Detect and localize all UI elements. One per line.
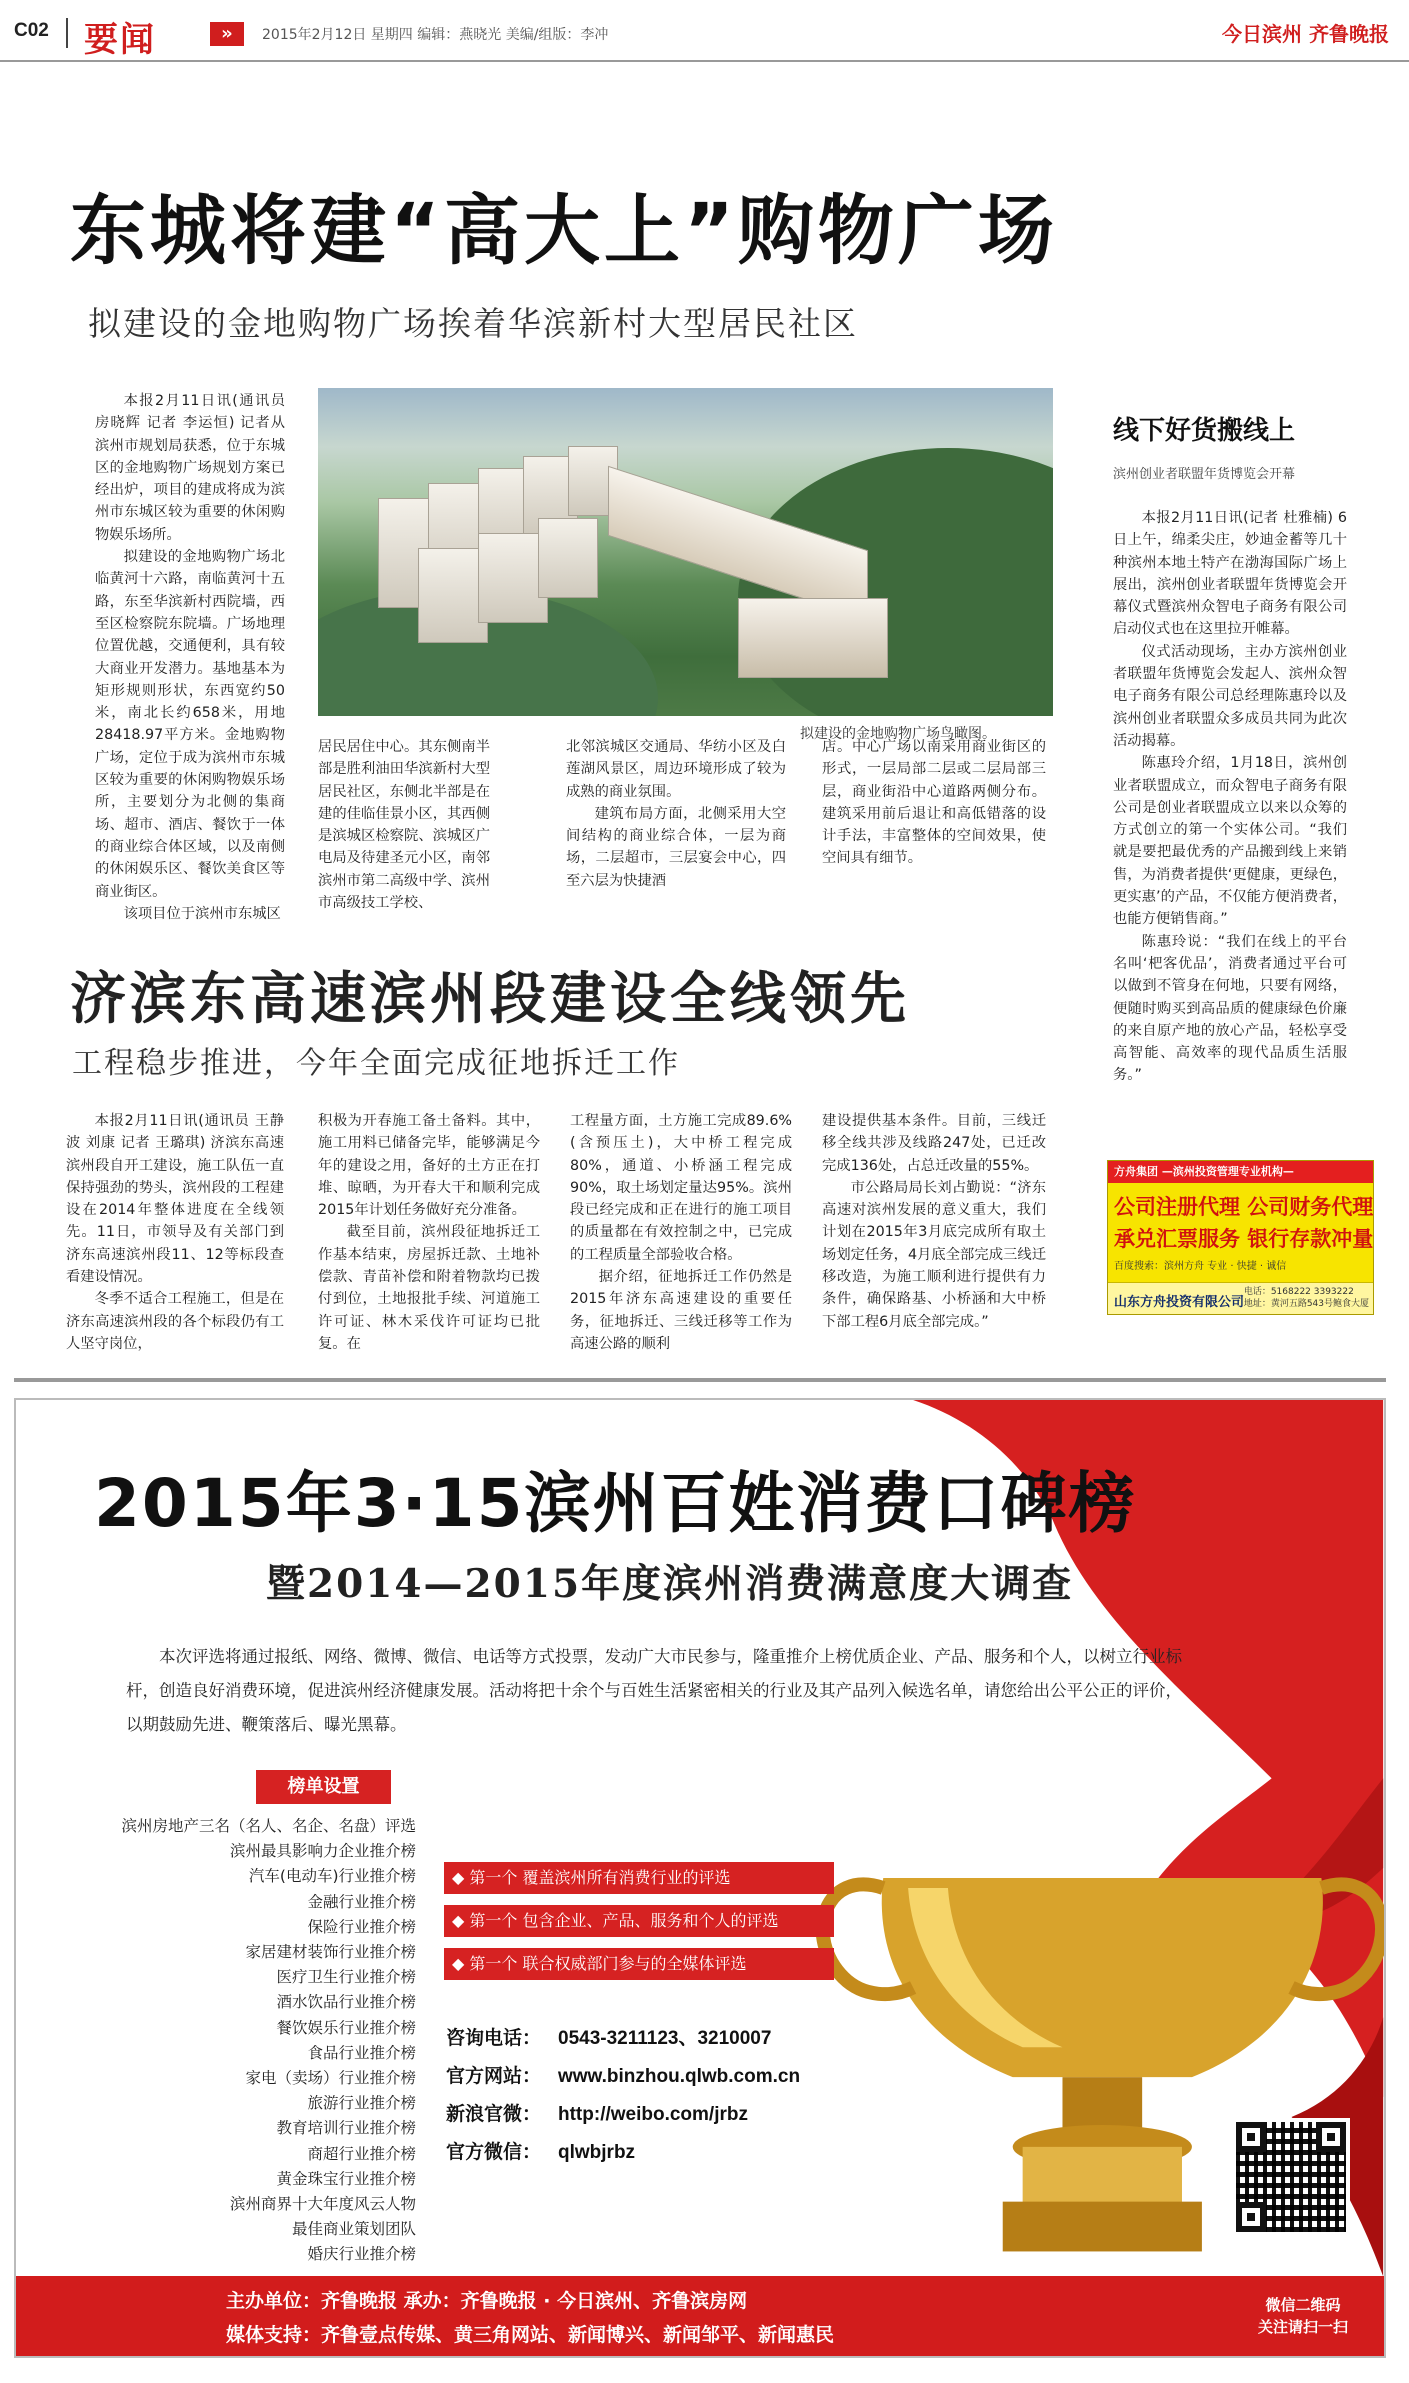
highlight-item: ◆ 第一个 覆盖滨州所有消费行业的评选 — [444, 1862, 834, 1894]
ad-footer-bar — [16, 2276, 1384, 2356]
paragraph: 积极为开春施工备土备料。其中，施工用料已储备完毕，能够满足今年的建设之用，备好的土方正在打堆、晾晒，为开春大干和顺利完成2015年计划任务做好充分准备。 — [318, 1113, 540, 1219]
contact-phone: 咨询电话： 0543-3211123、3210007 — [446, 2028, 772, 2049]
list-item: 婚庆行业推介榜 — [307, 2245, 416, 2264]
list-item: 商超行业推介榜 — [307, 2144, 416, 2163]
list-item: 酒水饮品行业推介榜 — [276, 1993, 416, 2012]
list-item: 教育培训行业推介榜 — [276, 2119, 416, 2138]
list-item: 家居建材装饰行业推介榜 — [245, 1943, 416, 1962]
paragraph: 仪式活动现场，主办方滨州创业者联盟年货博览会发起人、滨州众智电子商务有限公司总经理陈惠玲以及滨州创业者联盟众多成员共同为此次活动揭幕。 — [1113, 643, 1347, 749]
page-header — [0, 0, 1409, 62]
paragraph: 店。中心广场以南采用商业街区的形式，一层局部二层或二层局部三层，商业街沿中心道路两侧分布。建筑采用前后退让和高低错落的设计手法，丰富整体的空间效果，使空间具有细节。 — [822, 739, 1046, 867]
organizers: 主办单位：齐鲁晚报 承办：齐鲁晚报 · 今日滨州、齐鲁滨房网 — [226, 2290, 748, 2312]
list-item: 滨州商界十大年度风云人物 — [229, 2195, 416, 2214]
ad-address: 地址：黄河五路543号鲍食大厦 — [1243, 1299, 1369, 1309]
ranking-list — [76, 1814, 416, 2268]
paragraph: 本报2月11日讯(通讯员 王静波 刘康 记者 王璐琪) 济滨东高速滨州段自开工建设，施工队伍一直保持强劲的势头，滨州段的工程建设在2014年整体进度在全线领先。11日，市领导及有关部门到济东高速滨州段11、12等标段查看建设情况。 — [66, 1113, 284, 1286]
list-item: 汽车(电动车)行业推介榜 — [248, 1867, 416, 1886]
article2-col2 — [318, 1110, 540, 1355]
paragraph: 截至目前，滨州段征地拆迁工作基本结束，房屋拆迁款、土地补偿款、青苗补偿和附着物款均已拨付到位，土地报批手续、河道施工许可证、林木采伐许可证均已批复。在 — [318, 1224, 540, 1352]
list-item: 最佳商业策划团队 — [291, 2220, 416, 2239]
article2-col4 — [822, 1110, 1046, 1333]
ad-footer — [1108, 1282, 1373, 1314]
paragraph: 市公路局局长刘占勤说：“济东高速对滨州发展的意义重大，我们计划在2015年3月底完成所有取土场划定任务，4月底全部完成三线迁移改造，为施工顺利进行提供有力条件，确保路基、小桥涵和大中桥下部工程6月底全部完成。” — [822, 1179, 1046, 1330]
ad-services-row2: 承兑汇票服务 银行存款冲量 — [1114, 1227, 1374, 1251]
article2-headline: 济滨东高速滨州段建设全线领先 — [70, 967, 910, 1032]
wechat-qr-code — [1232, 2118, 1350, 2236]
paragraph: 拟建设的金地购物广场北临黄河十六路，南临黄河十五路，东至华滨新村西院墙，西至区检察院东院墙。广场地理位置优越，交通便利，具有较大商业开发潜力。基地基本为矩形规则形状，东西宽约50米，南北长约658米，用地28418.97平方米。金地购物广场，定位于成为滨州市东城区较为重要的休闲购物娱乐场所，主要划分为北侧的集商场、超市、酒店、餐饮于一体的商业综合体区域，以及南侧的休闲娱乐区、餐饮美食区等商业街区。 — [95, 549, 285, 900]
article2-col1 — [66, 1110, 284, 1355]
ad-intro: 本次评选将通过报纸、网络、微博、微信、电话等方式投票，发动广大市民参与，隆重推介上榜优质企业、产品、服务和个人，以树立行业标杆，创造良好消费环境，促进滨州经济健康发展。活动将把十余个与百姓生活紧密相关的行业及其产品列入候选名单，请您给出公平公正的评价，以期鼓励先进、鞭策落后、曝光黑幕。 — [126, 1647, 1182, 1734]
ad-contact — [1244, 1286, 1369, 1310]
list-item: 黄金珠宝行业推介榜 — [276, 2169, 416, 2188]
consumer-ranking-ad — [14, 1398, 1386, 2358]
section-arrow-icon: » — [210, 22, 244, 46]
contact-website[interactable]: 官方网站： www.binzhou.qlwb.com.cn — [446, 2066, 801, 2087]
article2-col3 — [570, 1110, 792, 1355]
article1-col3 — [566, 736, 786, 892]
ad-company-name: 山东方舟投资有限公司 — [1114, 1295, 1245, 1310]
side-article-body — [1113, 507, 1347, 1087]
ad-services-row1: 公司注册代理 公司财务代理 — [1114, 1195, 1374, 1219]
list-item: 食品行业推介榜 — [307, 2043, 416, 2062]
list-item: 医疗卫生行业推介榜 — [276, 1968, 416, 1987]
photo-caption: 拟建设的金地购物广场鸟瞰图。 — [800, 726, 996, 742]
contact-block — [446, 2020, 800, 2172]
section-name: 要闻 — [84, 20, 156, 60]
article1-headline: 东城将建“高大上”购物广场 — [70, 186, 1058, 275]
page-number: C02 — [14, 20, 49, 41]
header-divider — [66, 18, 68, 48]
list-item: 金融行业推介榜 — [307, 1892, 416, 1911]
article1-col1 — [95, 390, 285, 925]
list-item: 旅游行业推介榜 — [307, 2094, 416, 2113]
highlight-item: ◆ 第一个 包含企业、产品、服务和个人的评选 — [444, 1905, 834, 1937]
paragraph: 据介绍，征地拆迁工作仍然是2015年济东高速建设的重要任务，征地拆迁、三线迁移等工作为高速公路的顺利 — [570, 1269, 792, 1352]
ad-header: 方舟集团 —滨州投资管理专业机构— — [1108, 1161, 1373, 1183]
paragraph: 居民居住中心。其东侧南半部是胜利油田华滨新村大型居民社区，东侧北半部是在建的佳临佳景小区，其西侧是滨城区检察院、滨城区广电局及待建圣元小区，南邻滨州市第二高级中学、滨州市高级技工学校、 — [318, 739, 490, 912]
ad-subheadline: 暨2014—2015年度滨州消费满意度大调查 — [266, 1561, 1074, 1607]
paragraph: 该项目位于滨州市东城区 — [123, 905, 281, 922]
ad-phone: 电话：5168222 3393222 — [1243, 1287, 1354, 1297]
article1-col2 — [318, 736, 490, 914]
qr-caption: 微信二维码 关注请扫一扫 — [1257, 2296, 1348, 2336]
list-item: 家电（卖场）行业推介榜 — [245, 2069, 416, 2088]
article2-subheadline: 工程稳步推进，今年全面完成征地拆迁工作 — [72, 1046, 680, 1081]
paragraph: 陈惠玲说：“我们在线上的平台名叫‘杷客优品’，消费者通过平台可以做到不管身在何地，只要有网络，便随时购买到高品质的健康绿色价廉的来自原产地的放心产品，轻松享受高智能、高效率的现代品质生活服务。” — [1113, 933, 1347, 1084]
paragraph: 工程量方面，土方施工完成89.6%(含预压土)，大中桥工程完成80%，通道、小桥涵工程完成90%，取土场划定量达95%。滨州段已经完成和正在进行的施工项目的质量都在有效控制之中，已完成的工程质量全部验收合格。 — [570, 1113, 792, 1263]
media-support: 媒体支持：齐鲁壹点传媒、黄三角网站、新闻博兴、新闻邹平、新闻惠民 — [226, 2324, 835, 2346]
paragraph: 建设提供基本条件。目前，三线迁移全线共涉及线路247处，已迁改完成136处，占总迁改量的55%。 — [822, 1113, 1046, 1174]
ranking-list-tag: 榜单设置 — [256, 1770, 391, 1804]
article1-col4 — [822, 736, 1046, 870]
aerial-rendering-photo — [318, 388, 1053, 716]
issue-meta: 2015年2月12日 星期四 编辑：燕晓光 美编/组版：李冲 — [262, 27, 609, 43]
list-item: 滨州房地产三名（名人、名企、名盘）评选 — [121, 1817, 416, 1835]
section-divider — [14, 1378, 1386, 1382]
list-item: 保险行业推介榜 — [307, 1917, 416, 1936]
contact-wechat: 官方微信： qlwbjrbz — [446, 2142, 636, 2163]
article1-subheadline: 拟建设的金地购物广场挨着华滨新村大型居民社区 — [88, 304, 858, 343]
paragraph: 冬季不适合工程施工，但是在济东高速滨州段的各个标段仍有工人坚守岗位， — [66, 1291, 284, 1352]
list-item: 餐饮娱乐行业推介榜 — [276, 2018, 416, 2037]
ad-search-hint: 百度搜索：滨州方舟 专业 · 快捷 · 诚信 — [1114, 1261, 1287, 1272]
highlights-list — [444, 1862, 834, 1991]
newspaper-logo: 今日滨州 齐鲁晚报 — [1222, 22, 1389, 46]
paragraph: 陈惠玲介绍，1月18日，滨州创业者联盟成立，而众智电子商务有限公司是创业者联盟成立以来以众筹的方式创立的第一个实体公司。“我们就是要把最优秀的产品搬到线上来销售，为消费者提供‘更健康，更绿色，更实惠’的产品，不仅能方便消费者，也能方便销售商。” — [1113, 755, 1347, 928]
paragraph: 本报2月11日讯(记者 杜雅楠) 6日上午，绵柔尖庄，妙迪金蓄等几十种滨州本地土特产在渤海国际广场上展出，滨州创业者联盟年货博览会开幕仪式暨滨州众智电子商务有限公司启动仪式也在这里拉开帷幕。 — [1113, 510, 1347, 638]
list-item: 滨州最具影响力企业推介榜 — [229, 1842, 416, 1861]
paragraph: 北邻滨城区交通局、华纺小区及白莲湖风景区，周边环境形成了较为成熟的商业氛围。 — [566, 739, 786, 800]
paragraph: 建筑布局方面，北侧采用大空间结构的商业综合体，一层为商场，二层超市，三层宴会中心，四至六层为快捷酒 — [566, 805, 786, 889]
ad-headline: 2015年3·15滨州百姓消费口碑榜 — [94, 1465, 1137, 1542]
side-article-headline: 线下好货搬线上 — [1113, 416, 1296, 446]
highlight-item: ◆ 第一个 联合权威部门参与的全媒体评选 — [444, 1948, 834, 1980]
side-article-subheadline: 滨州创业者联盟年货博览会开幕 — [1113, 467, 1296, 482]
paragraph: 本报2月11日讯(通讯员 房晓辉 记者 李运恒) 记者从滨州市规划局获悉，位于东城区的金地购物广场规划方案已经出炉，项目的建成将成为滨州市东城区较为重要的休闲购物娱乐场所。 — [95, 393, 285, 543]
contact-weibo[interactable]: 新浪官微： http://weibo.com/jrbz — [446, 2104, 748, 2125]
fangzhou-ad — [1107, 1160, 1374, 1315]
